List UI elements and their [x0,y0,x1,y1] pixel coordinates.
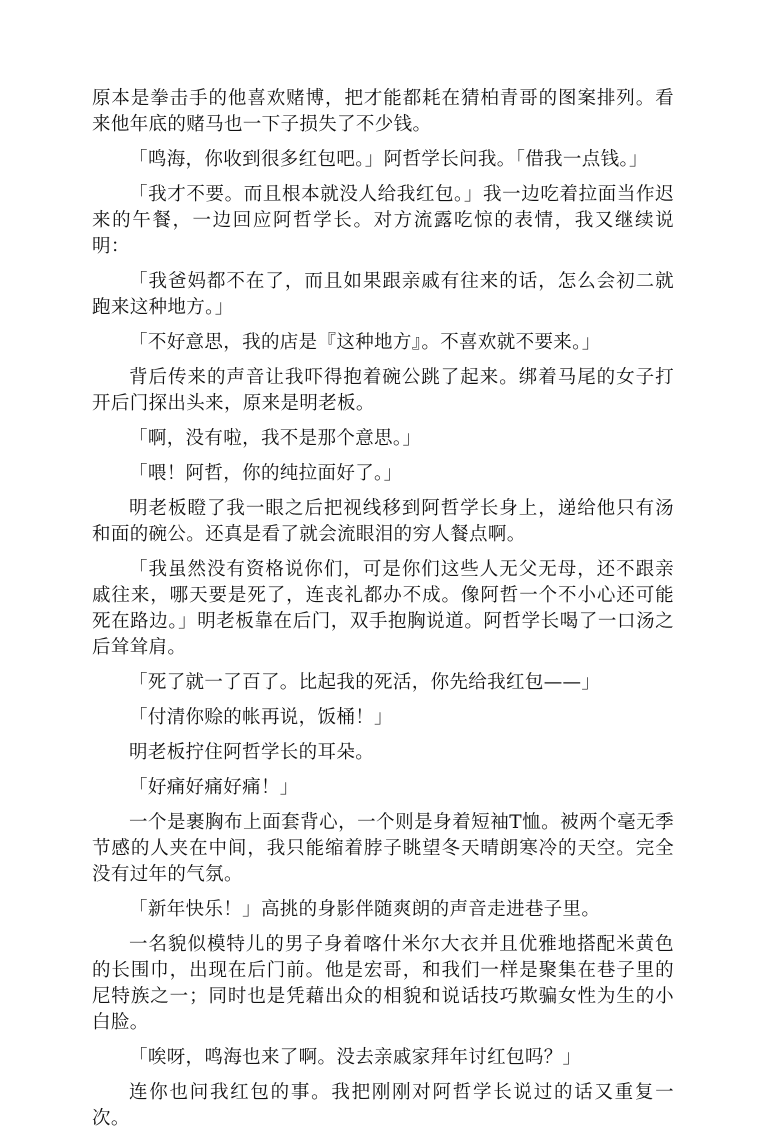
paragraph: 一名貌似模特儿的男子身着喀什米尔大衣并且优雅地搭配米黄色的长围巾，出现在后门前。他是宏哥，和我们一样是聚集在巷子里的尼特族之一；同时也是凭藉出众的相貌和说话技巧欺骗女性为生的小白脸。 [92,934,674,1033]
paragraph: 明老板拧住阿哲学长的耳朵。 [129,742,375,763]
paragraph: 「好痛好痛好痛！」 [129,777,299,798]
paragraph: 原本是拳击手的他喜欢赌博，把才能都耗在猜柏青哥的图案排列。看来他年底的赌马也一下子损失了不少钱。 [92,88,674,135]
paragraph: 一个是裹胸布上面套背心，一个则是身着短袖T恤。被两个毫无季节感的人夹在中间，我只能缩着脖子眺望冬天晴朗寒冷的天空。完全没有过年的气氛。 [92,812,674,885]
paragraph: 「我虽然没有资格说你们，可是你们这些人无父无母，还不跟亲戚往来，哪天要是死了，连丧礼都办不成。像阿哲一个不小心还可能死在路边。」明老板靠在后门，双手抱胸说道。阿哲学长喝了一口汤之后耸耸肩。 [92,559,674,658]
paragraph: 「我才不要。而且根本就没人给我红包。」我一边吃着拉面当作迟来的午餐，一边回应阿哲学长。对方流露吃惊的表情，我又继续说明： [92,184,674,257]
paragraph: 「不好意思，我的店是『这种地方』。不喜欢就不要来。」 [129,332,601,353]
document-body [92,86,674,1141]
paragraph: 明老板瞪了我一眼之后把视线移到阿哲学长身上，递给他只有汤和面的碗公。还真是看了就会流眼泪的穷人餐点啊。 [92,498,674,545]
paragraph: 「鸣海，你收到很多红包吧。」阿哲学长问我。「借我一点钱。」 [129,149,648,170]
paragraph: 「死了就一了百了。比起我的死活，你先给我红包——」 [129,672,601,693]
paragraph: 「付清你赊的帐再说，饭桶！」 [129,707,393,728]
paragraph: 「唉呀，鸣海也来了啊。没去亲戚家拜年讨红包吗？」 [129,1047,582,1068]
paragraph: 「新年快乐！」高挑的身影伴随爽朗的声音走进巷子里。 [129,899,601,920]
paragraph: 「我爸妈都不在了，而且如果跟亲戚有往来的话，怎么会初二就跑来这种地方。」 [92,271,674,318]
paragraph: 背后传来的声音让我吓得抱着碗公跳了起来。绑着马尾的女子打开后门探出头来，原来是明老板。 [92,367,674,414]
paragraph: 「喂！阿哲，你的纯拉面好了。」 [129,463,403,484]
paragraph: 连你也问我红包的事。我把刚刚对阿哲学长说过的话又重复一次。 [92,1082,674,1129]
paragraph: 「啊，没有啦，我不是那个意思。」 [129,428,422,449]
